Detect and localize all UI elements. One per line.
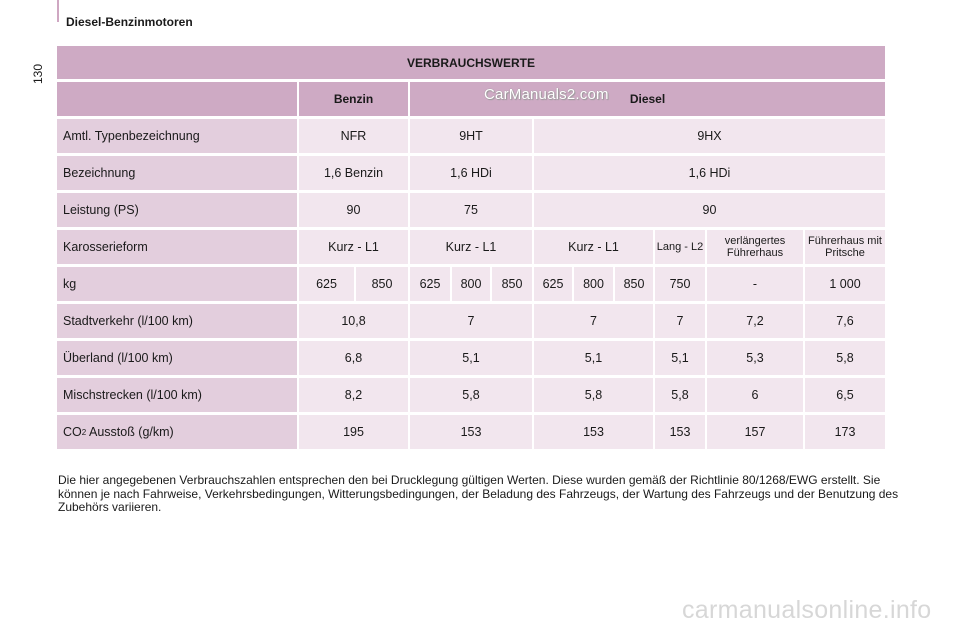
page-number: 130 — [31, 63, 45, 85]
table-cell: 5,8 — [653, 378, 705, 412]
header-diesel: Diesel — [408, 82, 885, 116]
table-cell: Lang - L2 — [653, 230, 705, 264]
row-label-leistung: Leistung (PS) — [57, 193, 297, 227]
table-cell: 5,1 — [653, 341, 705, 375]
co2-suffix: Ausstoß (g/km) — [86, 425, 174, 439]
table-cell: 800 — [572, 267, 613, 301]
table-cell: 8,2 — [297, 378, 408, 412]
header-empty-cell — [57, 82, 297, 116]
table-cell: 625 — [297, 267, 354, 301]
watermark-site: carmanualsonline.info — [682, 596, 932, 624]
table-cell: 6 — [705, 378, 803, 412]
table-cell: 5,1 — [532, 341, 653, 375]
table-cell: 5,8 — [803, 341, 885, 375]
table-cell: NFR — [297, 119, 408, 153]
table-cell: 7 — [532, 304, 653, 338]
table-cell: 5,8 — [408, 378, 532, 412]
watermark-carmanuals: CarManuals2.com — [484, 86, 609, 103]
table-cell: 195 — [297, 415, 408, 449]
table-cell: 850 — [613, 267, 653, 301]
table-cell: 1 000 — [803, 267, 885, 301]
table-cell: 153 — [653, 415, 705, 449]
header-benzin: Benzin — [297, 82, 408, 116]
co2-prefix: CO — [63, 425, 82, 439]
section-title: Diesel-Benzinmotoren — [66, 15, 193, 29]
page-margin-bar — [57, 0, 59, 22]
table-cell: Führerhaus mit Pritsche — [803, 230, 885, 264]
table-cell: 5,8 — [532, 378, 653, 412]
table-cell: 1,6 HDi — [408, 156, 532, 190]
table-cell: 6,5 — [803, 378, 885, 412]
table-cell: 153 — [408, 415, 532, 449]
table-cell: 9HT — [408, 119, 532, 153]
row-label-mischstrecken: Mischstrecken (l/100 km) — [57, 378, 297, 412]
row-label-kg: kg — [57, 267, 297, 301]
table-cell: - — [705, 267, 803, 301]
table-cell: verlängertes Führerhaus — [705, 230, 803, 264]
row-label-ueberland: Überland (l/100 km) — [57, 341, 297, 375]
table-cell: 10,8 — [297, 304, 408, 338]
table-cell: 850 — [354, 267, 408, 301]
footnote-paragraph: Die hier angegebenen Verbrauchszahlen entsprechen den bei Drucklegung gültigen Werten. Diese wurden gemäß der Richtlinie 80/1268/EWG erstellt. Sie können je nach Fahrweise, Verkehrsbedingungen, Witterungsbedingungen, der Beladung des Fahrzeugs, der Wartung des Fahrzeugs und der Benutzung des Zubehörs variieren. — [58, 473, 899, 514]
table-cell: 173 — [803, 415, 885, 449]
table-cell: 90 — [532, 193, 885, 227]
table-cell: 1,6 Benzin — [297, 156, 408, 190]
table-cell: 5,1 — [408, 341, 532, 375]
table-cell: Kurz - L1 — [532, 230, 653, 264]
table-title: VERBRAUCHSWERTE — [57, 46, 885, 79]
table-cell: 7,6 — [803, 304, 885, 338]
table-cell: 850 — [490, 267, 532, 301]
table-cell: 800 — [450, 267, 490, 301]
consumption-table — [57, 46, 903, 486]
table-cell: 625 — [408, 267, 450, 301]
table-cell: 6,8 — [297, 341, 408, 375]
row-label-stadtverkehr: Stadtverkehr (l/100 km) — [57, 304, 297, 338]
row-label-bezeichnung: Bezeichnung — [57, 156, 297, 190]
table-cell: 7 — [408, 304, 532, 338]
table-cell: 75 — [408, 193, 532, 227]
table-cell: 7,2 — [705, 304, 803, 338]
co2-subscript: 2 — [81, 427, 87, 437]
table-cell: 9HX — [532, 119, 885, 153]
table-cell: 153 — [532, 415, 653, 449]
table-cell: 90 — [297, 193, 408, 227]
row-label-co2 — [57, 415, 297, 449]
table-cell: 7 — [653, 304, 705, 338]
row-label-karosserie: Karosserieform — [57, 230, 297, 264]
table-cell: 1,6 HDi — [532, 156, 885, 190]
table-cell: Kurz - L1 — [408, 230, 532, 264]
table-cell: Kurz - L1 — [297, 230, 408, 264]
row-label-typ: Amtl. Typenbezeichnung — [57, 119, 297, 153]
table-cell: 625 — [532, 267, 572, 301]
table-cell: 750 — [653, 267, 705, 301]
table-cell: 157 — [705, 415, 803, 449]
table-cell: 5,3 — [705, 341, 803, 375]
